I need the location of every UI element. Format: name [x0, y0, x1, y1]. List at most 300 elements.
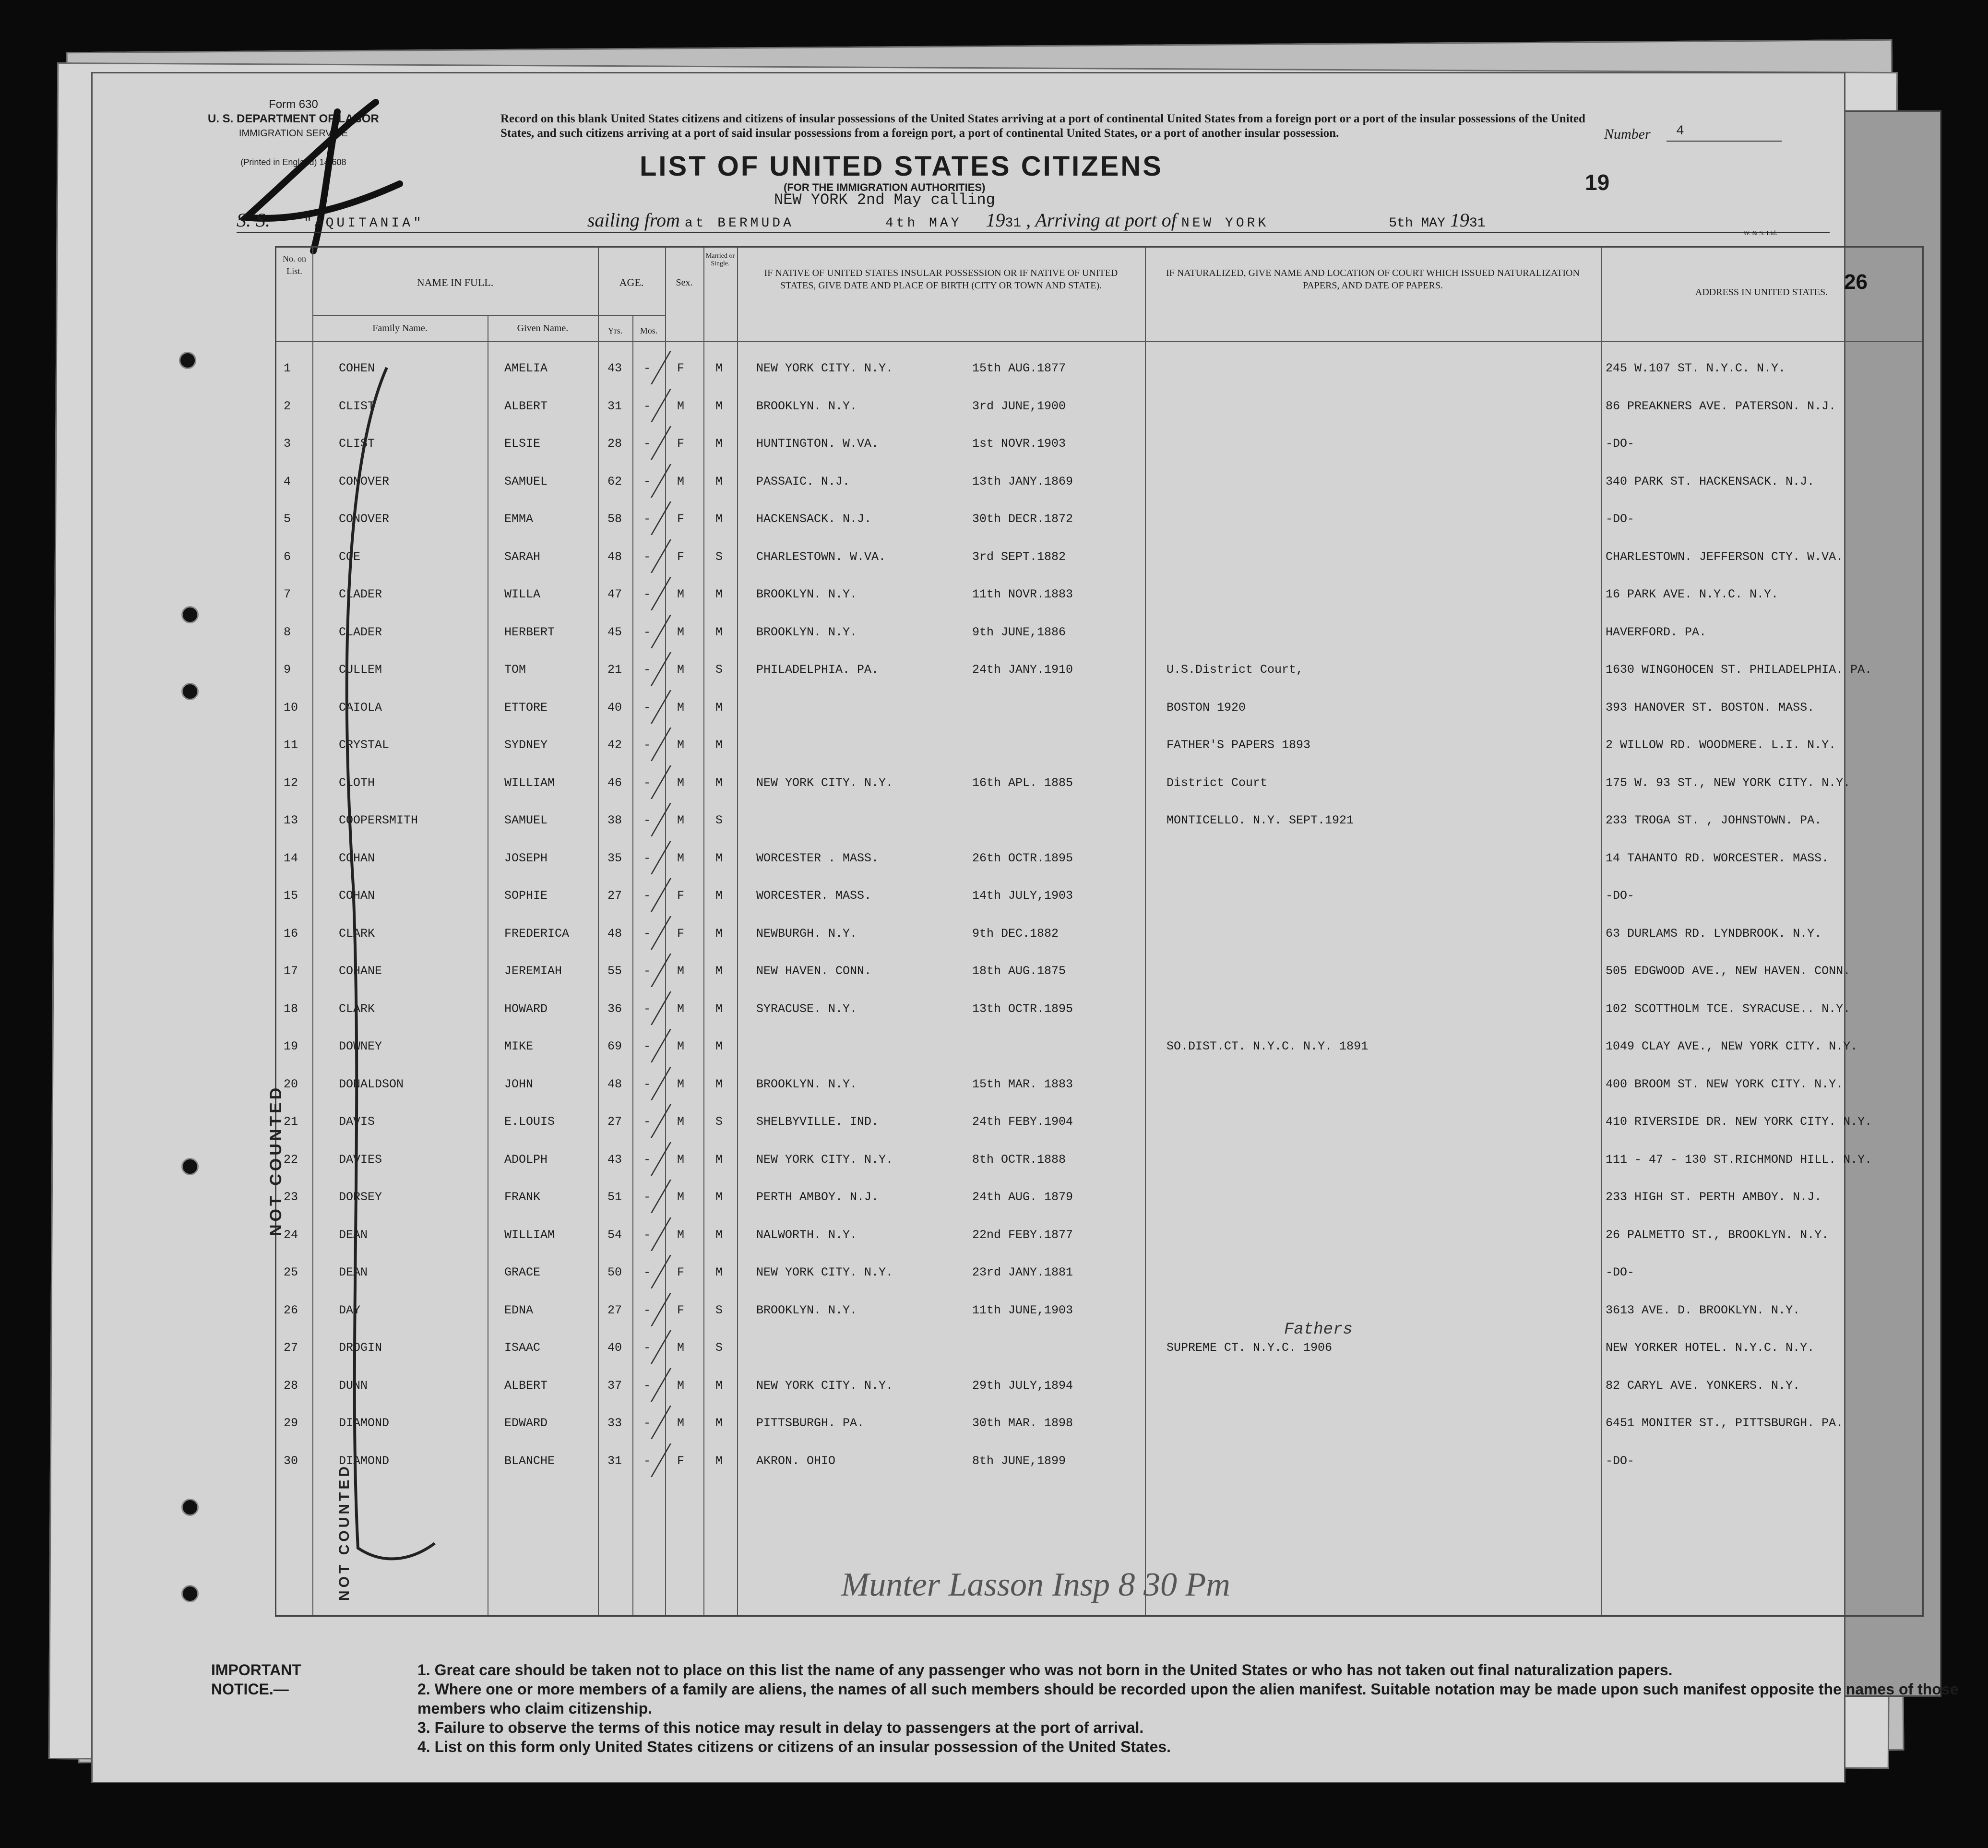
department: U. S. DEPARTMENT OF LABOR — [208, 112, 379, 125]
row-number: 26 — [284, 1303, 298, 1317]
address: HAVERFORD. PA. — [1606, 625, 1707, 639]
check-mark — [631, 690, 671, 724]
age-months: - — [643, 549, 651, 564]
table-row — [276, 765, 1922, 803]
birth-date: 15th AUG.1877 — [972, 361, 1066, 375]
age-years: 40 — [607, 700, 622, 715]
table-row — [276, 1067, 1922, 1104]
row-number: 11 — [284, 738, 298, 752]
naturalization-court: SO.DIST.CT. N.Y.C. N.Y. 1891 — [1167, 1039, 1369, 1053]
family-name: CAIOLA — [339, 700, 382, 715]
birth-date: 13th JANY.1869 — [972, 474, 1073, 489]
marital-status: M — [715, 926, 723, 941]
address: -DO- — [1606, 889, 1635, 903]
age-years: 21 — [607, 663, 622, 677]
address: -DO- — [1606, 1454, 1635, 1468]
age-months: - — [643, 1115, 651, 1129]
given-name: JEREMIAH — [504, 964, 562, 978]
family-name: COOPERSMITH — [339, 813, 418, 827]
check-mark — [631, 1067, 671, 1100]
address: 111 - 47 - 130 ST.RICHMOND HILL. N.Y. — [1606, 1152, 1872, 1167]
birth-place: BROOKLYN. N.Y. — [756, 587, 857, 601]
marital-status: M — [715, 1152, 723, 1167]
sex: M — [677, 1001, 685, 1016]
address: 86 PREAKNERS AVE. PATERSON. N.J. — [1606, 399, 1836, 413]
marital-status: S — [715, 549, 723, 564]
given-name: SAMUEL — [504, 474, 548, 489]
row-number: 25 — [284, 1265, 298, 1279]
age-months: - — [643, 1228, 651, 1242]
check-mark — [631, 1029, 671, 1062]
number-label: Number — [1604, 126, 1651, 142]
punch-hole — [181, 683, 199, 700]
sex: M — [677, 1190, 685, 1204]
naturalization-court: U.S.District Court, — [1167, 663, 1304, 677]
col-age: AGE. — [619, 276, 644, 288]
sex: M — [677, 851, 685, 865]
address: 63 DURLAMS RD. LYNDBROOK. N.Y. — [1606, 926, 1822, 941]
given-name: ADOLPH — [504, 1152, 548, 1167]
age-years: 27 — [607, 1303, 622, 1317]
birth-date: 11th NOVR.1883 — [972, 587, 1073, 601]
row-number: 12 — [284, 775, 298, 790]
naturalization-note: Fathers — [1284, 1321, 1353, 1339]
sex: M — [677, 474, 685, 489]
address: 3613 AVE. D. BROOKLYN. N.Y. — [1606, 1303, 1800, 1317]
given-name: SARAH — [504, 549, 541, 564]
address: 400 BROOM ST. NEW YORK CITY. N.Y. — [1606, 1077, 1844, 1091]
marital-status: M — [715, 889, 723, 903]
punch-hole — [179, 352, 196, 369]
check-mark — [631, 389, 671, 422]
check-mark — [631, 1406, 671, 1439]
given-name: ALBERT — [504, 1378, 548, 1393]
sail-date: 4th MAY — [885, 216, 962, 231]
address: 102 SCOTTHOLM TCE. SYRACUSE.. N.Y. — [1606, 1001, 1851, 1016]
sex: F — [677, 926, 685, 941]
arrival-year-prefix: 19 — [1450, 209, 1469, 231]
notice-item: 1. Great care should be taken not to place on this list the name of any passenger who was not born in the United States or who has not taken out final naturalization papers. — [417, 1661, 1673, 1679]
marital-status: M — [715, 1190, 723, 1204]
row-number: 9 — [284, 663, 291, 677]
birth-date: 11th JUNE,1903 — [972, 1303, 1073, 1317]
printer-mark: W. & S. Ltd. — [1743, 230, 1778, 237]
birth-date: 16th APL. 1885 — [972, 775, 1073, 790]
given-name: FRANK — [504, 1190, 541, 1204]
given-name: FREDERICA — [504, 926, 570, 941]
age-months: - — [643, 926, 651, 941]
row-number: 27 — [284, 1341, 298, 1355]
age-years: 69 — [607, 1039, 622, 1053]
check-mark — [631, 464, 671, 498]
marital-status: M — [715, 1228, 723, 1242]
check-mark — [631, 652, 671, 686]
given-name: AMELIA — [504, 361, 548, 375]
col-address: ADDRESS IN UNITED STATES. — [1695, 287, 1828, 298]
age-months: - — [643, 964, 651, 978]
birth-place: BROOKLYN. N.Y. — [756, 1303, 857, 1317]
age-years: 50 — [607, 1265, 622, 1279]
sex: M — [677, 1341, 685, 1355]
punch-hole — [181, 606, 199, 623]
age-years: 33 — [607, 1416, 622, 1430]
marital-status: S — [715, 1341, 723, 1355]
age-months: - — [643, 474, 651, 489]
age-months: - — [643, 1416, 651, 1430]
family-name: CLADER — [339, 625, 382, 639]
given-name: EDNA — [504, 1303, 534, 1317]
age-months: - — [643, 1265, 651, 1279]
table-row — [276, 1255, 1922, 1292]
col-naturalized: IF NATURALIZED, GIVE NAME AND LOCATION OF COURT WHICH ISSUED NATURALIZATION PAPERS, AND DATE OF PAPERS. — [1166, 268, 1580, 291]
form-number: Form 630 — [269, 98, 318, 111]
check-mark — [631, 426, 671, 460]
age-years: 48 — [607, 1077, 622, 1091]
number-value: 4 — [1676, 124, 1684, 139]
page-subtitle: (FOR THE IMMIGRATION AUTHORITIES) — [784, 181, 986, 193]
col-birth: IF NATIVE OF UNITED STATES INSULAR POSSESSION OR IF NATIVE OF UNITED STATES, GIVE DATE AND PLACE OF BIRTH (CITY OR TOWN AND STATE). — [764, 268, 1118, 291]
sail-year: 31 — [1005, 216, 1022, 231]
birth-date: 23rd JANY.1881 — [972, 1265, 1073, 1279]
birth-date: 9th JUNE,1886 — [972, 625, 1066, 639]
birth-place: PASSAIC. N.J. — [756, 474, 850, 489]
arrival-port: NEW YORK — [1181, 216, 1269, 231]
table-row — [276, 1029, 1922, 1066]
age-months: - — [643, 889, 651, 903]
birth-place: WORCESTER . MASS. — [756, 851, 879, 865]
birth-place: BROOKLYN. N.Y. — [756, 399, 857, 413]
birth-place: NEW YORK CITY. N.Y. — [756, 1378, 893, 1393]
family-name: CLARK — [339, 1001, 375, 1016]
sex: F — [677, 437, 685, 451]
age-years: 43 — [607, 361, 622, 375]
age-years: 38 — [607, 813, 622, 827]
birth-date: 8th JUNE,1899 — [972, 1454, 1066, 1468]
row-number: 2 — [284, 399, 291, 413]
sex: M — [677, 813, 685, 827]
family-name: CLIST — [339, 399, 375, 413]
given-name: BLANCHE — [504, 1454, 555, 1468]
form-prelude: Record on this blank United States citizens and citizens of insular possessions of the United States arriving at a port of continental United States from a foreign port or a port of the insular possessions of the United States, and such citizens arriving at a port of said insular possessions from a foreign port, a port of continental United States, or a port of another insular possession. — [500, 112, 1585, 140]
sex: M — [677, 1115, 685, 1129]
sex: M — [677, 1152, 685, 1167]
sailing-from: at BERMUDA — [684, 216, 794, 231]
birth-place: NEWBURGH. N.Y. — [756, 926, 857, 941]
row-number: 1 — [284, 361, 291, 375]
row-number: 15 — [284, 889, 298, 903]
birth-place: NEW YORK CITY. N.Y. — [756, 361, 893, 375]
address: 2 WILLOW RD. WOODMERE. L.I. N.Y. — [1606, 738, 1836, 752]
check-mark — [631, 841, 671, 874]
table-row — [276, 1368, 1922, 1406]
birth-place: NEW YORK CITY. N.Y. — [756, 1265, 893, 1279]
marital-status: M — [715, 851, 723, 865]
given-name: EDWARD — [504, 1416, 548, 1430]
given-name: MIKE — [504, 1039, 534, 1053]
page-number: 26 — [1844, 270, 1868, 294]
col-no: No. on List. — [283, 254, 306, 276]
age-years: 45 — [607, 625, 622, 639]
birth-date: 15th MAR. 1883 — [972, 1077, 1073, 1091]
age-months: - — [643, 1190, 651, 1204]
table-row — [276, 1321, 1922, 1368]
marital-status: M — [715, 361, 723, 375]
address: 6451 MONITER ST., PITTSBURGH. PA. — [1606, 1416, 1844, 1430]
table-row — [276, 1406, 1922, 1443]
birth-place: PHILADELPHIA. PA. — [756, 663, 879, 677]
marital-status: M — [715, 399, 723, 413]
notice-item: 3. Failure to observe the terms of this notice may result in delay to passengers at the port of arrival. — [417, 1719, 1144, 1736]
handwritten-bracket-line — [320, 358, 444, 1606]
notice-item: 4. List on this form only United States citizens or citizens of an insular possession of the United States. — [417, 1738, 1171, 1755]
birth-date: 30th DECR.1872 — [972, 512, 1073, 526]
age-years: 62 — [607, 474, 622, 489]
family-name: DUNN — [339, 1378, 368, 1393]
given-name: GRACE — [504, 1265, 541, 1279]
age-years: 27 — [607, 889, 622, 903]
age-years: 37 — [607, 1378, 622, 1393]
family-name: CONOVER — [339, 512, 390, 526]
marital-status: M — [715, 700, 723, 715]
sailing-line — [237, 209, 1486, 231]
address: 340 PARK ST. HACKENSACK. N.J. — [1606, 474, 1815, 489]
check-mark — [631, 727, 671, 761]
check-mark — [631, 615, 671, 648]
family-name: CLADER — [339, 587, 382, 601]
table-row — [276, 1293, 1922, 1330]
table-row — [276, 841, 1922, 878]
family-name: CLIST — [339, 437, 375, 451]
naturalization-court: MONTICELLO. N.Y. SEPT.1921 — [1167, 813, 1354, 827]
sex: M — [677, 399, 685, 413]
check-mark — [631, 916, 671, 950]
address: NEW YORKER HOTEL. N.Y.C. N.Y. — [1606, 1341, 1815, 1355]
row-number: 7 — [284, 587, 291, 601]
sex: F — [677, 889, 685, 903]
table-row — [276, 954, 1922, 991]
row-number: 3 — [284, 437, 291, 451]
given-name: SAMUEL — [504, 813, 548, 827]
marital-status: M — [715, 437, 723, 451]
punch-hole — [181, 1585, 199, 1602]
birth-place: PERTH AMBOY. N.J. — [756, 1190, 879, 1204]
age-months: - — [643, 813, 651, 827]
table-row — [276, 615, 1922, 652]
birth-place: NEW HAVEN. CONN. — [756, 964, 872, 978]
table-row — [276, 1217, 1922, 1255]
age-years: 54 — [607, 1228, 622, 1242]
sex: M — [677, 1228, 685, 1242]
sex: M — [677, 1077, 685, 1091]
age-months: - — [643, 738, 651, 752]
birth-place: BROOKLYN. N.Y. — [756, 1077, 857, 1091]
age-months: - — [643, 512, 651, 526]
family-name: COHANE — [339, 964, 382, 978]
address: 233 TROGA ST. , JOHNSTOWN. PA. — [1606, 813, 1822, 827]
age-months: - — [643, 1152, 651, 1167]
given-name: TOM — [504, 663, 526, 677]
marital-status: M — [715, 738, 723, 752]
birth-place: NALWORTH. N.Y. — [756, 1228, 857, 1242]
age-years: 27 — [607, 1115, 622, 1129]
service: IMMIGRATION SERVICE — [238, 128, 348, 139]
check-mark — [631, 539, 671, 573]
not-counted-stamp: NOT COUNTED — [336, 1464, 352, 1601]
birth-place: WORCESTER. MASS. — [756, 889, 872, 903]
sex: M — [677, 625, 685, 639]
year-prefix: 19 — [1585, 170, 1610, 195]
notice-item: 2. Where one or more members of a family are aliens, the names of all such members should be recorded upon the alien manifest. Suitable notation may be made upon such manifest opposite the names of those members who claim citizenship. — [417, 1681, 1959, 1717]
sex: M — [677, 587, 685, 601]
age-months: - — [643, 1341, 651, 1355]
given-name: WILLIAM — [504, 775, 555, 790]
row-number: 8 — [284, 625, 291, 639]
family-name: DAVIS — [339, 1115, 375, 1129]
birth-date: 18th AUG.1875 — [972, 964, 1066, 978]
family-name: DONALDSON — [339, 1077, 404, 1091]
birth-date: 8th OCTR.1888 — [972, 1152, 1066, 1167]
col-yrs: Yrs. — [607, 326, 623, 335]
age-months: - — [643, 437, 651, 451]
sailing-label: sailing from — [587, 209, 680, 231]
row-number: 6 — [284, 549, 291, 564]
row-number: 16 — [284, 926, 298, 941]
table-row — [276, 727, 1922, 765]
sex: F — [677, 361, 685, 375]
birth-date: 3rd JUNE,1900 — [972, 399, 1066, 413]
age-months: - — [643, 1001, 651, 1016]
marital-status: S — [715, 663, 723, 677]
family-name: DEAN — [339, 1265, 368, 1279]
table-row — [276, 539, 1922, 577]
col-name-in-full: NAME IN FULL. — [417, 276, 494, 288]
row-number: 22 — [284, 1152, 298, 1167]
given-name: HOWARD — [504, 1001, 548, 1016]
table-row — [276, 351, 1922, 388]
given-name: ISAAC — [504, 1341, 541, 1355]
row-number: 21 — [284, 1115, 298, 1129]
age-months: - — [643, 663, 651, 677]
birth-place: HUNTINGTON. W.VA. — [756, 437, 879, 451]
marital-status: S — [715, 1115, 723, 1129]
address: -DO- — [1606, 512, 1635, 526]
age-years: 35 — [607, 851, 622, 865]
birth-place: BROOKLYN. N.Y. — [756, 625, 857, 639]
row-number: 18 — [284, 1001, 298, 1016]
family-name: COHAN — [339, 889, 375, 903]
family-name: CLOTH — [339, 775, 375, 790]
table-row — [276, 464, 1922, 501]
birth-place: PITTSBURGH. PA. — [756, 1416, 865, 1430]
family-name: CULLEM — [339, 663, 382, 677]
table-row — [276, 803, 1922, 840]
given-name: SYDNEY — [504, 738, 548, 752]
family-name: COHEN — [339, 361, 375, 375]
row-number: 14 — [284, 851, 298, 865]
age-months: - — [643, 1378, 651, 1393]
table-row — [276, 501, 1922, 539]
address: 245 W.107 ST. N.Y.C. N.Y. — [1606, 361, 1786, 375]
age-months: - — [643, 399, 651, 413]
marital-status: M — [715, 775, 723, 790]
address: 175 W. 93 ST., NEW YORK CITY. N.Y. — [1606, 775, 1851, 790]
given-name: ETTORE — [504, 700, 548, 715]
family-name: COE — [339, 549, 361, 564]
age-years: 36 — [607, 1001, 622, 1016]
family-name: DOWNEY — [339, 1039, 382, 1053]
check-mark — [631, 765, 671, 799]
manifest-page — [91, 72, 1872, 1783]
col-married: Married or Single. — [705, 252, 735, 267]
marital-status: M — [715, 625, 723, 639]
birth-place: SHELBYVILLE. IND. — [756, 1115, 879, 1129]
given-name: E.LOUIS — [504, 1115, 555, 1129]
marital-status: M — [715, 474, 723, 489]
col-mos: Mos. — [640, 326, 658, 335]
sex: M — [677, 964, 685, 978]
given-name: WILLIAM — [504, 1228, 555, 1242]
birth-date: 1st NOVR.1903 — [972, 437, 1066, 451]
marital-status: M — [715, 1454, 723, 1468]
address: 1630 WINGOHOCEN ST. PHILADELPHIA. PA. — [1606, 663, 1872, 677]
family-name: DORSEY — [339, 1190, 382, 1204]
arrival-year: 31 — [1469, 216, 1486, 231]
check-mark — [631, 954, 671, 987]
naturalization-court: BOSTON 1920 — [1167, 700, 1246, 715]
age-months: - — [643, 775, 651, 790]
arriving-label: , Arriving at port of — [1026, 209, 1177, 231]
table-row — [276, 389, 1922, 426]
naturalization-court: FATHER'S PAPERS 1893 — [1167, 738, 1311, 752]
check-mark — [631, 991, 671, 1025]
row-number: 5 — [284, 512, 291, 526]
ship-name: "AQUITANIA" — [304, 216, 424, 231]
address: 1049 CLAY AVE., NEW YORK CITY. N.Y. — [1606, 1039, 1858, 1053]
sex: M — [677, 700, 685, 715]
check-mark — [631, 1330, 671, 1364]
age-months: - — [643, 700, 651, 715]
col-sex: Sex. — [676, 277, 693, 288]
table-row — [276, 426, 1922, 464]
age-years: 28 — [607, 437, 622, 451]
sex: M — [677, 1416, 685, 1430]
age-years: 40 — [607, 1341, 622, 1355]
row-number: 4 — [284, 474, 291, 489]
age-years: 51 — [607, 1190, 622, 1204]
check-mark — [631, 577, 671, 610]
family-name: CONOVER — [339, 474, 390, 489]
row-number: 24 — [284, 1228, 298, 1242]
family-name: DAY — [339, 1303, 361, 1317]
passenger-table — [267, 246, 1924, 1617]
marital-status: M — [715, 1416, 723, 1430]
row-number: 17 — [284, 964, 298, 978]
table-row — [276, 577, 1922, 614]
age-months: - — [643, 1077, 651, 1091]
sex: M — [677, 1378, 685, 1393]
check-mark — [631, 1104, 671, 1138]
age-years: 47 — [607, 587, 622, 601]
table-row — [276, 878, 1922, 916]
address: 505 EDGWOOD AVE., NEW HAVEN. CONN. — [1606, 964, 1851, 978]
row-number: 29 — [284, 1416, 298, 1430]
table-row — [276, 1180, 1922, 1217]
birth-place: CHARLESTOWN. W.VA. — [756, 549, 886, 564]
sex: F — [677, 512, 685, 526]
given-name: SOPHIE — [504, 889, 548, 903]
check-mark — [631, 803, 671, 836]
age-years: 48 — [607, 926, 622, 941]
